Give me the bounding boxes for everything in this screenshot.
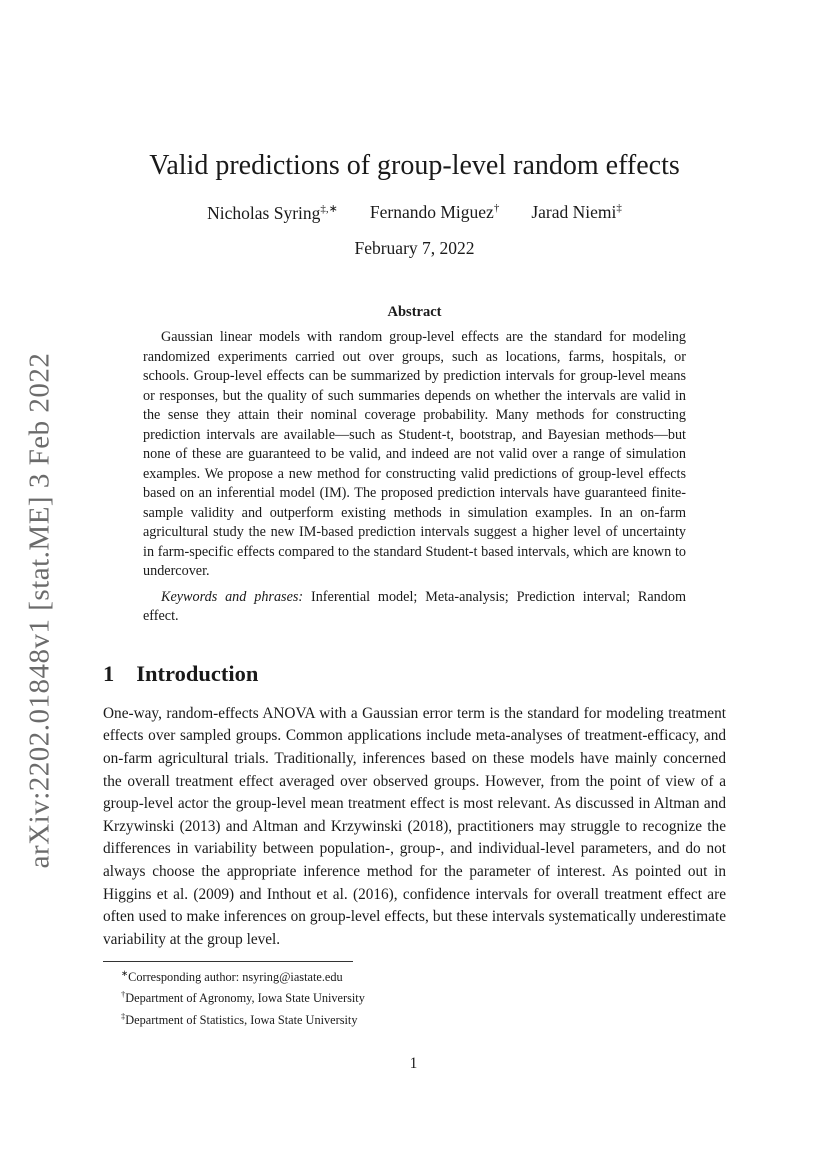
footnote: ‡Department of Statistics, Iowa State University	[121, 1010, 358, 1027]
arxiv-id: arXiv:2202.01848v1 [stat.ME] 3 Feb 2022	[23, 352, 56, 868]
footnote-rule	[103, 961, 353, 962]
keywords-label: Keywords and phrases:	[161, 588, 304, 605]
abstract-heading: Abstract	[387, 303, 442, 320]
author-3: Jarad Niemi‡	[531, 202, 622, 222]
author-list	[103, 202, 726, 224]
page-number: 1	[409, 1055, 418, 1072]
footnote: ∗Corresponding author: nsyring@iastate.edu	[121, 968, 343, 985]
abstract-block	[143, 303, 686, 627]
footnote: †Department of Agronomy, Iowa State University	[121, 989, 365, 1006]
section-number: 1	[103, 660, 115, 686]
footnotes	[103, 961, 726, 1028]
author-2: Fernando Miguez†	[369, 202, 500, 222]
section-title: Introduction	[136, 660, 259, 686]
introduction-paragraph: One-way, random-effects ANOVA with a Gaussian error term is the standard for modeling treatment effects over sampled groups. Common applications include meta-analyses of treatment-efficacy, and on-farm agricultural trials. Traditionally, inferences based on these models have mainly concerned the overall treatment effect averaged over observed groups. However, from the point of view of a group-level actor the group-level mean treatment effect is most relevant. As discussed in Altman and Krzywinski (2013) and Altman and Krzywinski (2018), practitioners may struggle to recognize the differences in variability between population-, group-, and individual-level parameters, and do not always choose the appropriate inference method for the parameter of interest. As pointed out in Higgins et al. (2009) and Inthout et al. (2016), confidence intervals for overall treatment effect are often used to make inferences on group-level effects, but these intervals systematically underestimate variability at the group level.	[103, 704, 726, 948]
keywords	[143, 588, 686, 627]
arxiv-identifier-stamp	[10, 352, 70, 868]
paper-title: Valid predictions of group-level random effects	[149, 150, 680, 181]
paper-date: February 7, 2022	[354, 237, 475, 258]
keywords-text: Inferential model; Meta-analysis; Prediction interval; Random effect.	[143, 588, 687, 625]
author-1: Nicholas Syring‡,∗	[207, 202, 338, 223]
abstract-text: Gaussian linear models with random group-level effects are the standard for modeling randomized experiments carried out over groups, such as locations, farms, hospitals, or schools. Group-level effects can be summarized by prediction intervals for group-level means or responses, but the quality of such summaries depends on whether the intervals are valid in the sense they attain their nominal coverage probability. Many methods for constructing prediction intervals are available—such as Student-t, bootstrap, and Bayesian methods—but none of these are guaranteed to be valid, and indeed are not valid over a range of simulation examples. We propose a new method for constructing valid predictions of group-level effects based on an inferential model (IM). The proposed prediction intervals have guaranteed finite-sample validity and outperform existing methods in simulation examples. In an on-farm agricultural study the new IM-based prediction intervals suggest a higher level of uncertainty in farm-specific effects compared to the standard Student-t based intervals, which are known to undercover.	[143, 329, 686, 580]
paper-page	[103, 150, 726, 1029]
section-heading-introduction	[103, 661, 726, 687]
